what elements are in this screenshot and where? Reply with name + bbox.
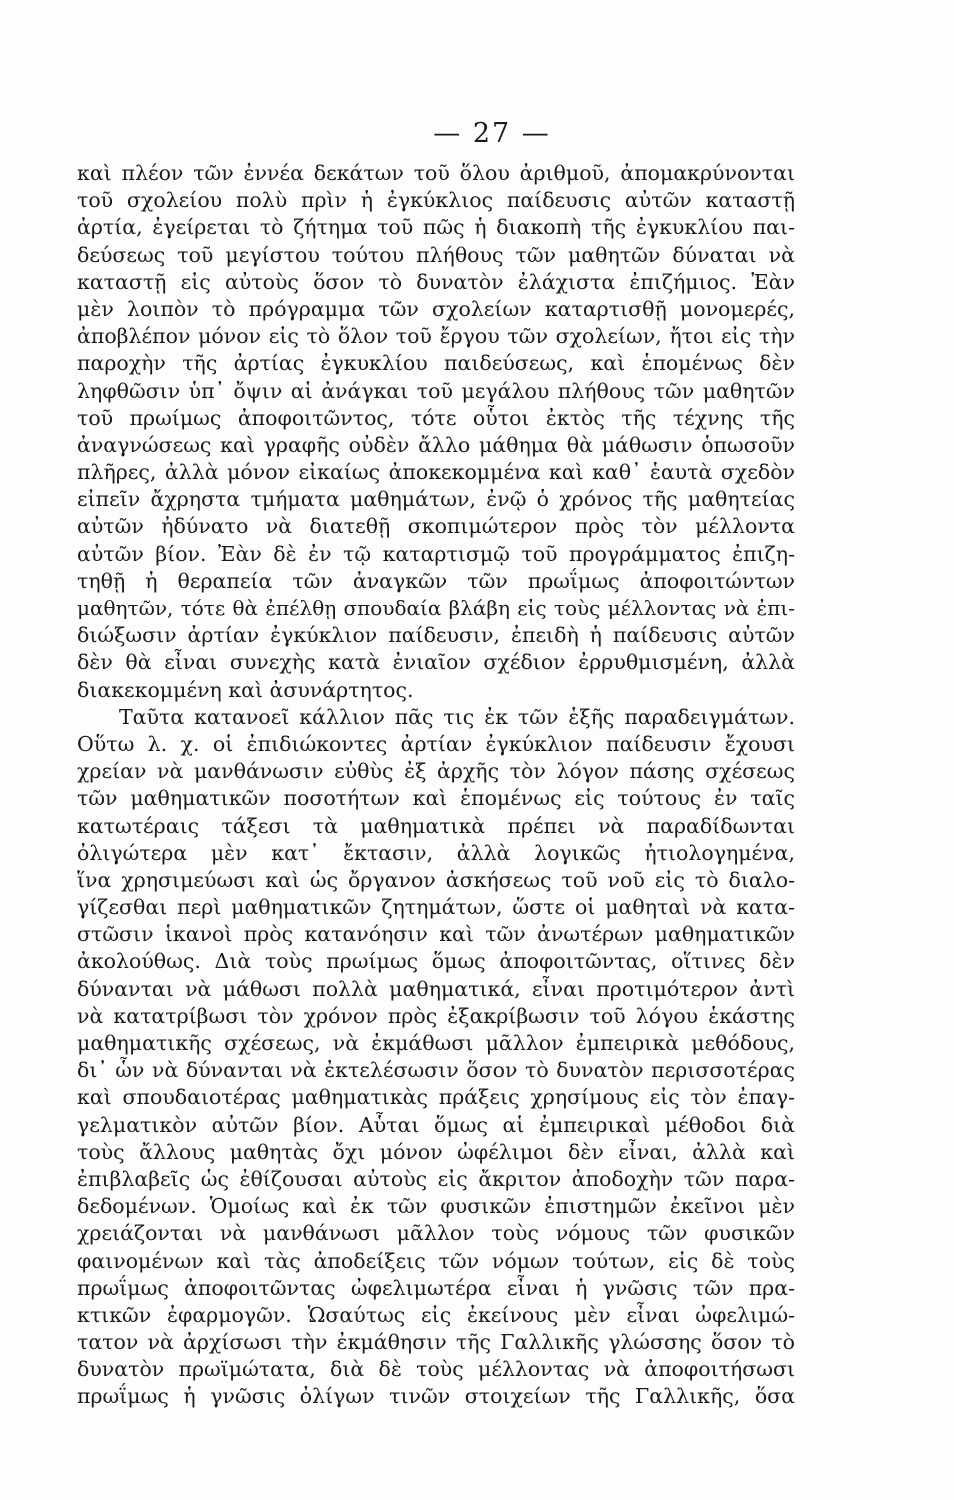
text-line: ἀποβλέπον μόνον εἰς τὸ ὅλον τοῦ ἔργου τῶν σχολείων, ἤτοι εἰς τὴν (77, 324, 795, 349)
text-line: γελματικὸν αὐτῶν βίον. Αὗται ὅμως αἱ ἐμπειρικαὶ μέθοδοι διὰ (77, 1112, 795, 1137)
text-line: δεύσεως τοῦ μεγίστου τούτου πλήθους τῶν μαθητῶν δύναται νὰ (77, 242, 795, 267)
text-line: δεδομένων. Ὁμοίως καὶ ἐκ τῶν φυσικῶν ἐπιστημῶν ἐκεῖνοι μὲν (77, 1194, 795, 1219)
body-text (77, 160, 795, 1411)
text-line: ἀναγνώσεως καὶ γραφῆς οὐδὲν ἄλλο μάθημα θὰ μάθωσιν ὁπωσοῦν (77, 432, 795, 457)
text-line: δι᾽ ὧν νὰ δύνανται νὰ ἐκτελέσωσιν ὅσον τὸ δυνατὸν περισσοτέρας (77, 1058, 795, 1083)
text-line: καὶ σπουδαιοτέρας μαθηματικὰς πράξεις χρησίμους εἰς τὸν ἐπαγ- (77, 1085, 795, 1110)
text-line: μαθητῶν, τότε θὰ ἐπέλθῃ σπουδαία βλάβη εἰς τοὺς μέλλοντας νὰ ἐπι- (77, 596, 795, 620)
text-line: διώξωσιν ἀρτίαν ἐγκύκλιον παίδευσιν, ἐπειδὴ ἡ παίδευσις αὐτῶν (77, 623, 795, 648)
text-line: πλῆρες, ἀλλὰ μόνον εἰκαίως ἀποκεκομμένα καὶ καθ᾽ ἑαυτὰ σχεδὸν (77, 460, 795, 485)
text-line: κτικῶν ἐφαρμογῶν. Ὡσαύτως εἰς ἐκείνους μὲν εἶναι ὠφελιμώ- (77, 1302, 795, 1327)
text-line: στῶσιν ἱκανοὶ πρὸς κατανόησιν καὶ τῶν ἀνωτέρων μαθηματικῶν (77, 922, 795, 947)
page-number: — 27 — (433, 118, 551, 149)
text-line: διακεκομμένη καὶ ἀσυνάρτητος. (77, 677, 414, 702)
text-line: φαινομένων καὶ τὰς ἀποδείξεις τῶν νόμων τούτων, εἰς δὲ τοὺς (77, 1248, 795, 1273)
text-line: μὲν λοιπὸν τὸ πρόγραμμα τῶν σχολείων καταρτισθῇ μονομερές, (77, 296, 795, 321)
text-line: τατον νὰ ἀρχίσωσι τὴν ἐκμάθησιν τῆς Γαλλικῆς γλώσσης ὅσον τὸ (77, 1330, 795, 1355)
text-line: καὶ πλέον τῶν ἐννέα δεκάτων τοῦ ὅλου ἀριθμοῦ, ἀπομακρύνονται (77, 161, 795, 185)
text-line: ἐπιβλαβεῖς ὡς ἐθίζουσαι αὐτοὺς εἰς ἄκριτον ἀποδοχὴν τῶν παρα- (77, 1166, 795, 1191)
text-line: ληφθῶσιν ὑπ᾽ ὄψιν αἱ ἀνάγκαι τοῦ μεγάλου πλήθους τῶν μαθητῶν (77, 378, 795, 403)
text-line: χρείαν νὰ μανθάνωσιν εὐθὺς ἐξ ἀρχῆς τὸν λόγον πάσης σχέσεως (77, 759, 795, 784)
text-line: τηθῇ ἡ θεραπεία τῶν ἀναγκῶν τῶν πρωΐμως ἀποφοιτώντων (77, 568, 795, 593)
text-line: δυνατὸν πρωϊμώτατα, διὰ δὲ τοὺς μέλλοντας νὰ ἀποφοιτήσωσι (77, 1357, 795, 1382)
text-line: Οὕτω λ. χ. οἱ ἐπιδιώκοντες ἀρτίαν ἐγκύκλιον παίδευσιν ἔχουσι (77, 731, 795, 756)
text-line: πρωΐμως ἀποφοιτῶντας ὠφελιμωτέρα εἶναι ἡ γνῶσις τῶν πρα- (77, 1275, 795, 1300)
text-line: τοῦ σχολείου πολὺ πρὶν ἡ ἐγκύκλιος παίδευσις αὐτῶν καταστῇ (77, 188, 795, 213)
text-line: γίζεσθαι περὶ μαθηματικῶν ζητημάτων, ὥστε οἱ μαθηταὶ νὰ κατα- (77, 895, 795, 920)
text-line: ἀρτία, ἐγείρεται τὸ ζήτημα τοῦ πῶς ἡ διακοπὴ τῆς ἐγκυκλίου παι- (77, 215, 795, 240)
text-line: τῶν μαθηματικῶν ποσοτήτων καὶ ἑπομένως εἰς τούτους ἐν ταῖς (77, 786, 795, 811)
text-line: Ταῦτα κατανοεῖ κάλλιον πᾶς τις ἐκ τῶν ἑξῆς παραδειγμάτων. (119, 704, 795, 729)
text-line: ὀλιγώτερα μὲν κατ᾽ ἔκτασιν, ἀλλὰ λογικῶς ἠτιολογημένα, (77, 840, 795, 865)
text-line: καταστῇ εἰς αὐτοὺς ὅσον τὸ δυνατὸν ἐλάχιστα ἐπιζήμιος. Ἐὰν (77, 269, 795, 294)
text-line: δὲν θὰ εἶναι συνεχὴς κατὰ ἐνιαῖον σχέδιον ἐρρυθμισμένη, ἀλλὰ (77, 650, 795, 675)
text-line: κατωτέραις τάξεσι τὰ μαθηματικὰ πρέπει νὰ παραδίδωνται (77, 813, 795, 838)
text-line: πρωΐμως ἡ γνῶσις ὀλίγων τινῶν στοιχείων τῆς Γαλλικῆς, ὅσα (77, 1384, 795, 1409)
text-line: τοὺς ἄλλους μαθητὰς ὄχι μόνον ὠφέλιμοι δὲν εἶναι, ἀλλὰ καὶ (77, 1139, 795, 1164)
text-line: δύνανται νὰ μάθωσι πολλὰ μαθηματικά, εἶναι προτιμότερον ἀντὶ (77, 976, 795, 1001)
text-line: ἵνα χρησιμεύωσι καὶ ὡς ὄργανον ἀσκήσεως τοῦ νοῦ εἰς τὸ διαλο- (77, 867, 795, 892)
text-line: αὐτῶν βίον. Ἐὰν δὲ ἐν τῷ καταρτισμῷ τοῦ προγράμματος ἐπιζη- (77, 541, 795, 566)
text-line: χρειάζονται νὰ μανθάνωσι μᾶλλον τοὺς νόμους τῶν φυσικῶν (77, 1221, 795, 1246)
text-line: τοῦ πρωίμως ἀποφοιτῶντος, τότε οὗτοι ἐκτὸς τῆς τέχνης τῆς (77, 405, 795, 430)
text-line: νὰ κατατρίβωσι τὸν χρόνον πρὸς ἐξακρίβωσιν τοῦ λόγου ἑκάστης (77, 1003, 795, 1028)
text-line: αὐτῶν ἠδύνατο νὰ διατεθῇ σκοπιμώτερον πρὸς τὸν μέλλοντα (77, 514, 795, 539)
text-line: ἀκολούθως. Διὰ τοὺς πρωίμως ὅμως ἀποφοιτῶντας, οἵτινες δὲν (77, 949, 795, 974)
text-line: μαθηματικῆς σχέσεως, νὰ ἐκμάθωσι μᾶλλον ἐμπειρικὰ μεθόδους, (77, 1031, 795, 1055)
text-line: εἰπεῖν ἄχρηστα τμήματα μαθημάτων, ἐνῷ ὁ χρόνος τῆς μαθητείας (77, 487, 795, 512)
text-line: παροχὴν τῆς ἀρτίας ἐγκυκλίου παιδεύσεως, καὶ ἑπομένως δὲν (77, 351, 795, 376)
